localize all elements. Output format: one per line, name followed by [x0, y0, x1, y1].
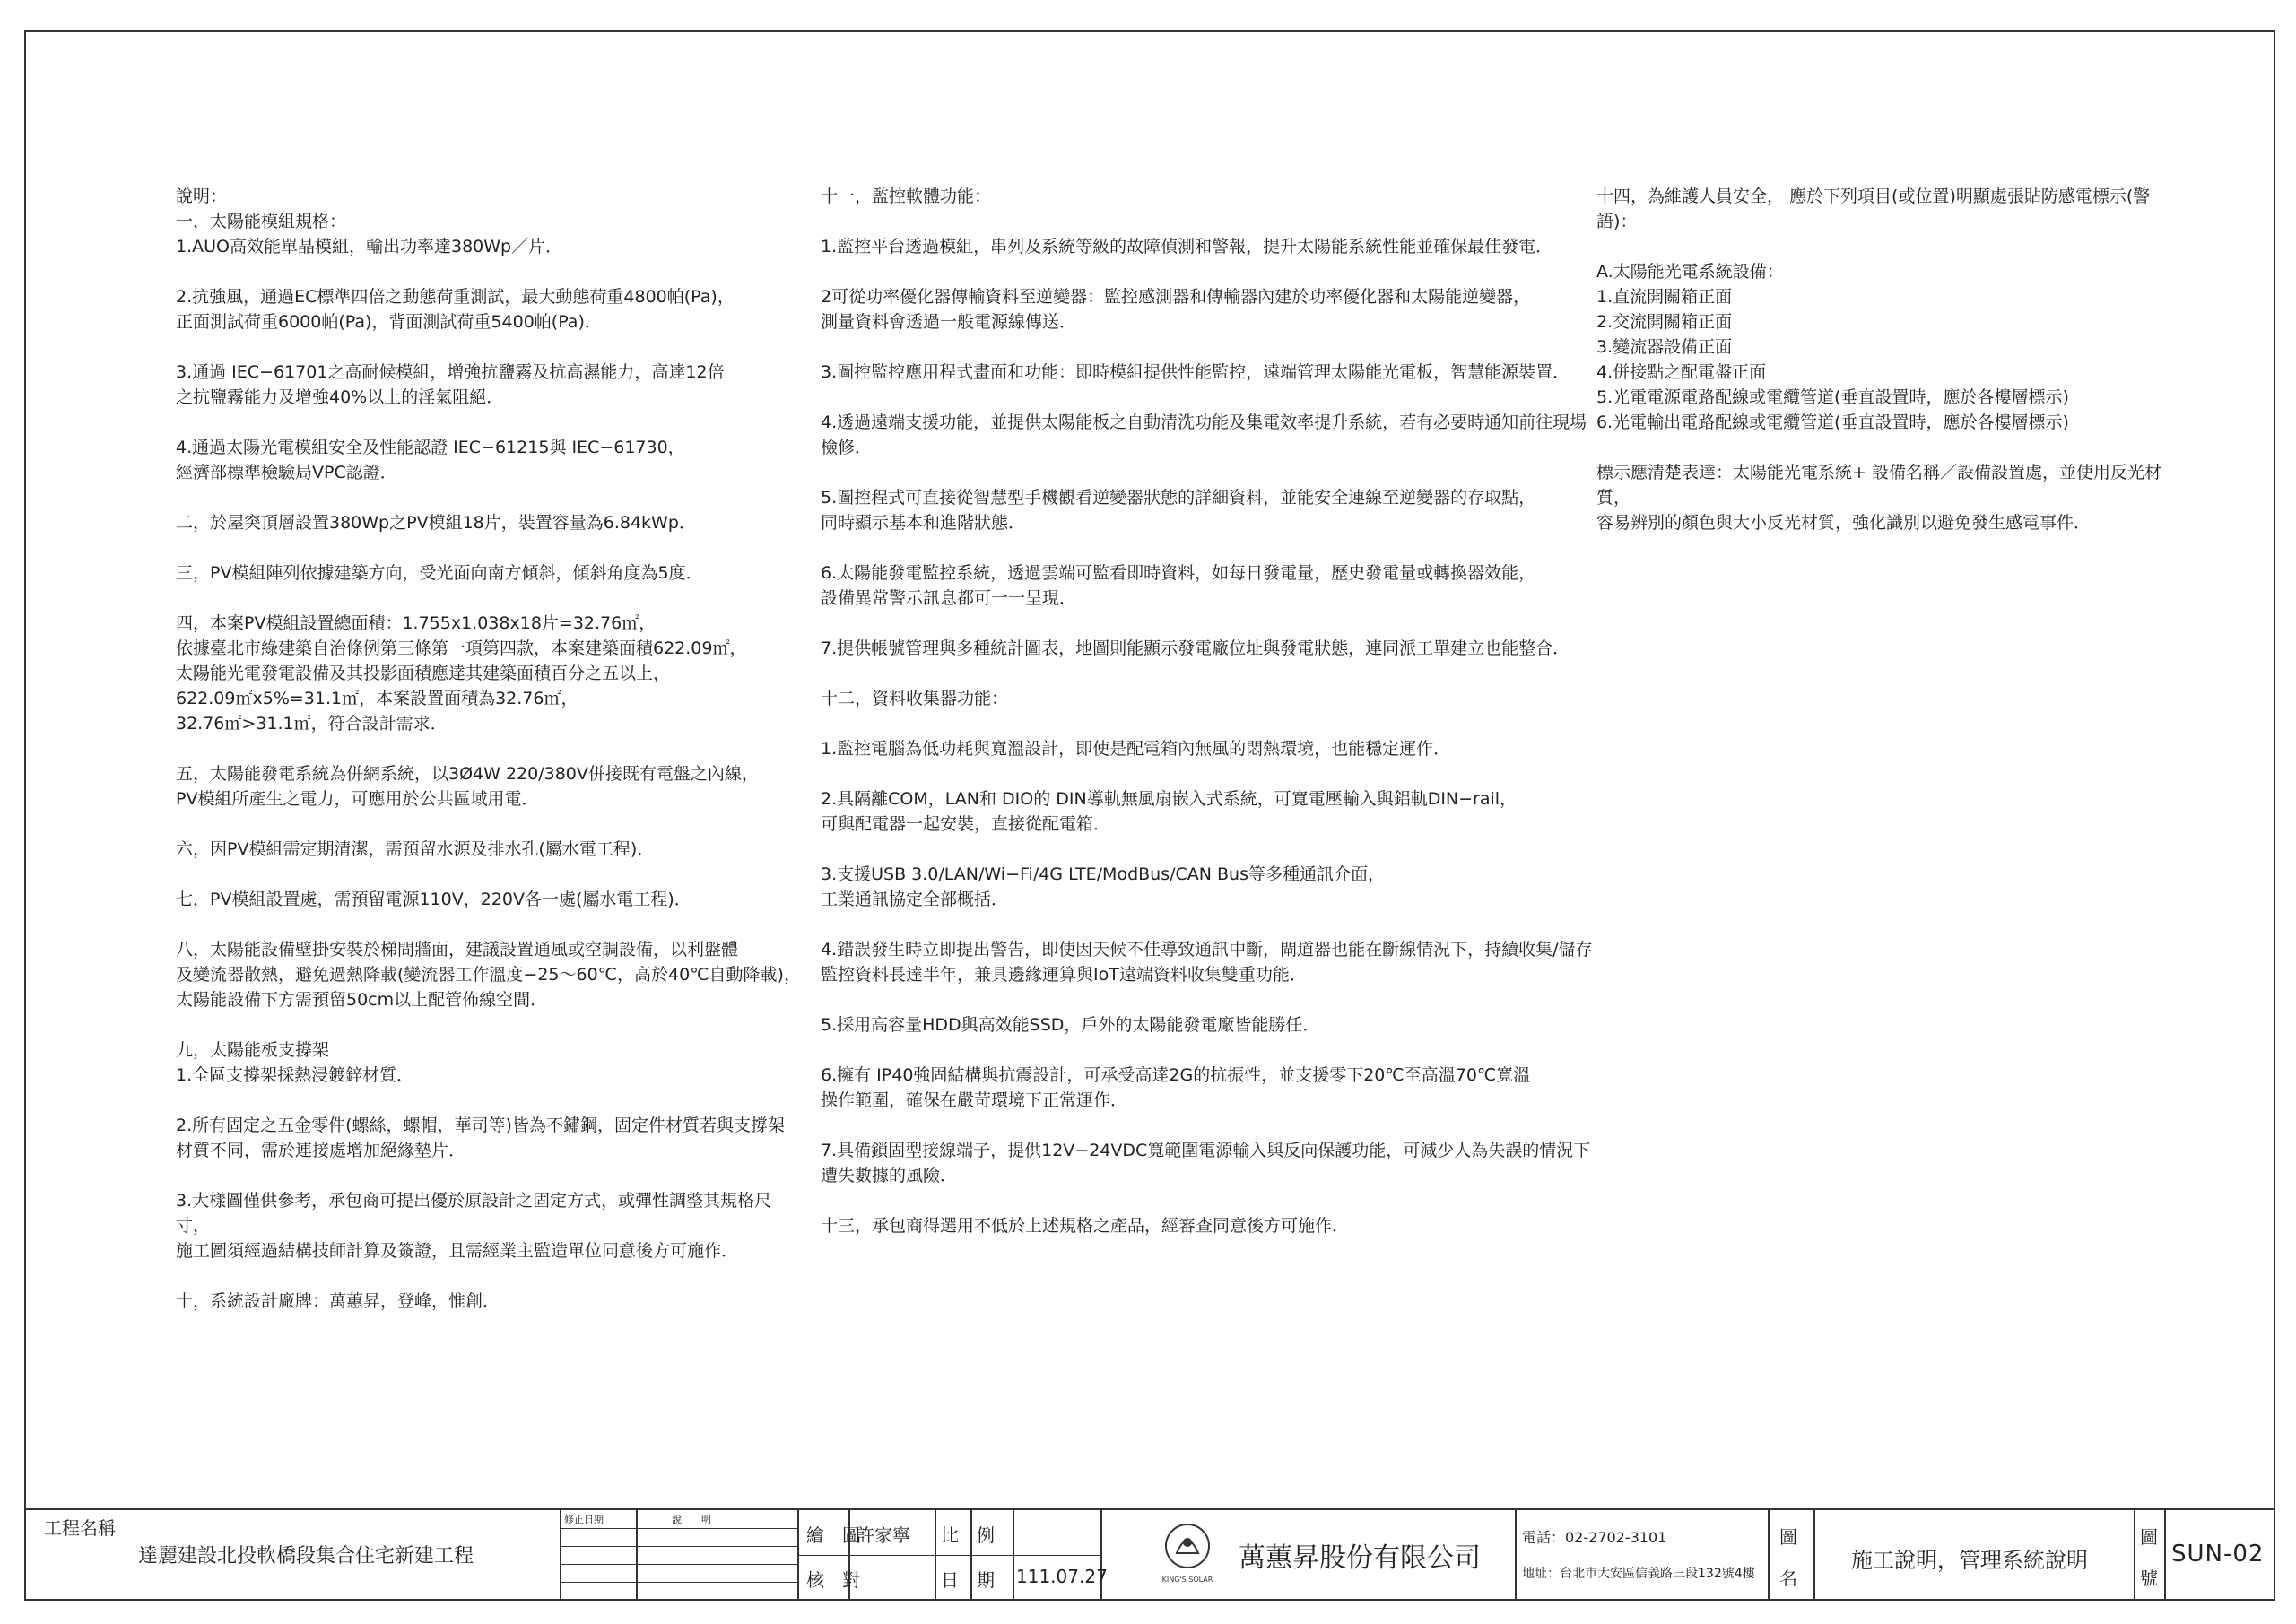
note-paragraph	[821, 686, 1601, 711]
note-line: 容易辨別的顏色與大小反光材質，強化識別以避免發生感電事件．	[1596, 513, 2092, 533]
note-paragraph	[821, 786, 1601, 837]
note-paragraph	[1596, 259, 2188, 435]
note-paragraph	[1596, 460, 2188, 535]
note-line: 測量資料會透過一般電源線傳送．	[821, 312, 1077, 332]
note-line: A.太陽能光電系統設備：	[1596, 262, 1784, 282]
note-paragraph	[176, 510, 804, 535]
note-line: 之抗鹽霧能力及增強40%以上的淫氣阻絕．	[176, 387, 504, 407]
note-line: 三，PV模組陣列依據建築方向，受光面向南方傾斜，傾斜角度為5度．	[176, 563, 703, 583]
note-paragraph	[821, 1063, 1601, 1113]
note-line: 操作範圍，確保在嚴苛環境下正常運作．	[821, 1090, 1128, 1110]
drawn-label: 繪 圖	[806, 1524, 860, 1546]
note-line: 十三，承包商得選用不低於上述規格之產品，經審查同意後方可施作．	[821, 1216, 1350, 1236]
note-paragraph	[821, 360, 1601, 385]
note-line: 十，系統設計廠牌：萬蕙昇，登峰，惟創．	[176, 1291, 500, 1311]
note-line: 太陽能設備下方需預留50cm以上配管佈線空間．	[176, 990, 548, 1010]
note-line: 3.大樣圖僅供參考，承包商可提出優於原設計之固定方式，或彈性調整其規格尺寸，	[176, 1191, 772, 1236]
note-paragraph	[176, 837, 804, 862]
note-line: 4.透過遠端支援功能，並提供太陽能板之自動清洗功能及集電效率提升系統，若有必要時通知前往現場檢修．	[821, 413, 1587, 457]
note-paragraph	[176, 1038, 804, 1088]
note-paragraph	[821, 560, 1601, 611]
note-line: 及變流器散熱，避免過熱降載(變流器工作溫度−25～60℃，高於40℃自動降載)，	[176, 965, 801, 985]
note-line: PV模組所產生之電力，可應用於公共區域用電．	[176, 789, 539, 809]
note-paragraph	[821, 184, 1601, 209]
note-paragraph	[176, 1188, 804, 1264]
notes-column-2	[821, 184, 1601, 1264]
note-line: 一，太陽能模組規格：	[176, 212, 347, 231]
date-label: 日 期	[941, 1569, 995, 1591]
check-label: 核 對	[806, 1569, 860, 1591]
note-paragraph	[821, 636, 1601, 661]
note-line: 3.變流器設備正面	[1596, 337, 1733, 357]
note-line: 4.通過太陽光電模組安全及性能認證 IEC−61215與 IEC−61730，	[176, 438, 685, 457]
note-line: 八，太陽能設備壁掛安裝於梯間牆面，建議設置通風或空調設備，以利盤體	[176, 940, 739, 960]
note-line: 2.具隔離COM，LAN和 DIO的 DIN導軌無風扇嵌入式系統，可寬電壓輸入與鋁軌DIN−rail，	[821, 789, 1518, 809]
note-line: 7.具備鎖固型接線端子，提供12V−24VDC寬範圍電源輸入與反向保護功能，可減少人為失誤的情況下	[821, 1141, 1591, 1160]
note-paragraph	[176, 184, 804, 259]
company-name: 萬蕙昇股份有限公司	[1239, 1542, 1481, 1574]
note-paragraph	[821, 937, 1601, 987]
drawing-name-label-2: 名	[1779, 1568, 1797, 1589]
note-paragraph	[176, 1113, 804, 1163]
note-line: 1.AUO高效能單晶模組，輸出功率達380Wp／片．	[176, 237, 563, 256]
note-line: 十二，資料收集器功能：	[821, 689, 1009, 708]
note-line: 六，因PV模組需定期清潔，需預留水源及排水孔(屬水電工程)．	[176, 839, 655, 859]
note-line: 3.圖控監控應用程式畫面和功能：即時模組提供性能監控，遠端管理太陽能光電板，智慧能源裝置．	[821, 362, 1570, 382]
note-paragraph	[176, 360, 804, 410]
note-line: 4.併接點之配電盤正面	[1596, 362, 1767, 382]
title-block	[26, 1508, 2274, 1601]
note-line: 二，於屋突頂層設置380Wp之PV模組18片，裝置容量為6.84kWp．	[176, 513, 696, 533]
note-line: 5.圖控程式可直接從智慧型手機觀看逆變器狀態的詳細資料，並能安全連線至逆變器的存取點，	[821, 488, 1536, 508]
note-line: 3.支援USB 3.0/LAN/Wi−Fi/4G LTE/ModBus/CAN Bus等多種通訊介面，	[821, 864, 1385, 884]
note-line: 可與配電器一起安裝，直接從配電箱．	[821, 814, 1111, 834]
note-line: 2.交流開關箱正面	[1596, 312, 1733, 332]
note-line: 太陽能光電發電設備及其投影面積應達其建築面積百分之五以上，	[176, 664, 671, 683]
revision-desc-label: 說 明	[672, 1514, 711, 1525]
note-paragraph	[176, 435, 804, 485]
company-address: 地址：台北市大安區信義路三段132號4樓	[1522, 1567, 1755, 1581]
note-paragraph	[176, 887, 804, 912]
note-line: 1.全區支撐架採熱浸鍍鋅材質．	[176, 1065, 414, 1085]
note-line: 說明：	[176, 187, 228, 206]
note-paragraph	[176, 560, 804, 586]
note-line: 依據臺北市綠建築自治條例第三條第一項第四款，本案建築面積622.09㎡，	[176, 638, 747, 658]
note-line: 6.太陽能發電監控系統，透過雲端可監看即時資料，如每日發電量，歷史發電量或轉換器效能，	[821, 563, 1536, 583]
note-line: 6.光電輸出電路配線或電纜管道(垂直設置時，應於各樓層標示)	[1596, 413, 2069, 432]
note-line: 九，太陽能板支撐架	[176, 1040, 330, 1060]
project-name: 達麗建設北投軟橋段集合住宅新建工程	[138, 1545, 474, 1568]
note-line: 5.光電電源電路配線或電纜管道(垂直設置時，應於各樓層標示)	[1596, 387, 2069, 407]
note-line: 五，太陽能發電系統為併網系統，以3Ø4W 220/380V併接既有電盤之內線，	[176, 764, 759, 784]
note-paragraph	[176, 284, 804, 334]
note-line: 設備異常警示訊息都可一一呈現．	[821, 588, 1077, 608]
note-paragraph	[176, 937, 804, 1012]
note-line: 經濟部標準檢驗局VPC認證．	[176, 463, 397, 482]
note-paragraph	[176, 611, 804, 736]
note-line: 材質不同，需於連接處增加絕緣墊片．	[176, 1141, 466, 1160]
note-line: 1.監控平台透過模組，串列及系統等級的故障偵測和警報，提升太陽能系統性能並確保最佳發電．	[821, 237, 1553, 256]
note-line: 四，本案PV模組設置總面積：1.755x1.038x18片=32.76㎡，	[176, 613, 657, 633]
note-line: 6.擁有 IP40強固結構與抗震設計，可承受高達2G的抗振性，並支援零下20℃至高溫70℃寬溫	[821, 1065, 1531, 1085]
scale-label: 比 例	[941, 1524, 995, 1546]
company-phone: 電話：02-2702-3101	[1522, 1529, 1667, 1546]
note-line: 1.直流開關箱正面	[1596, 287, 1733, 307]
note-line: 2.抗強風，通過EC標準四倍之動態荷重測試，最大動態荷重4800帕(Pa)，	[176, 287, 735, 307]
note-line: 32.76㎡>31.1㎡，符合設計需求．	[176, 714, 448, 734]
note-line: 十四，為維護人員安全， 應於下列項目(或位置)明顯處張貼防感電標示(警語)：	[1596, 187, 2151, 231]
note-paragraph	[821, 736, 1601, 761]
date-value: 111.07.27	[1016, 1566, 1108, 1587]
note-line: 遭失數據的風險．	[821, 1166, 958, 1185]
note-paragraph	[821, 1138, 1601, 1188]
notes-column-1	[176, 184, 804, 1339]
note-line: 1.監控電腦為低功耗與寬溫設計，即使是配電箱內無風的悶熱環境，也能穩定運作．	[821, 739, 1451, 759]
company-logo-icon	[1161, 1519, 1214, 1586]
note-line: 4.錯誤發生時立即提出警告，即使因天候不佳導致通訊中斷，閘道器也能在斷線情況下，持續收集/儲存	[821, 940, 1593, 960]
note-line: 同時顯示基本和進階狀態．	[821, 513, 1026, 533]
note-line: 施工圖須經過結構技師計算及簽證，且需經業主監造單位同意後方可施作．	[176, 1241, 739, 1261]
note-paragraph	[1596, 184, 2188, 234]
note-paragraph	[176, 761, 804, 812]
drawn-by: 許家寧	[857, 1524, 910, 1546]
revision-date-label: 修正日期	[564, 1514, 604, 1525]
notes-column-3	[1596, 184, 2188, 560]
note-line: 監控資料長達半年，兼具邊緣運算與IoT遠端資料收集雙重功能．	[821, 965, 1307, 985]
note-line: 7.提供帳號管理與多種統計圖表，地圖則能顯示發電廠位址與發電狀態，連同派工單建立也能整合．	[821, 638, 1570, 658]
note-paragraph	[821, 862, 1601, 912]
note-paragraph	[821, 410, 1601, 460]
note-line: 3.通過 IEC−61701之高耐候模組，增強抗鹽霧及抗高濕能力，高達12倍	[176, 362, 725, 382]
drawing-no-label-2: 號	[2140, 1568, 2158, 1589]
note-paragraph	[821, 234, 1601, 259]
note-paragraph	[821, 1213, 1601, 1238]
note-line: 2可從功率優化器傳輸資料至逆變器：監控感測器和傳輸器內建於功率優化器和太陽能逆變器，	[821, 287, 1531, 307]
note-line: 七，PV模組設置處，需預留電源110V，220V各一處(屬水電工程)．	[176, 890, 691, 909]
note-paragraph	[821, 485, 1601, 535]
note-line: 2.所有固定之五金零件(螺絲，螺帽，華司等)皆為不鏽鋼，固定件材質若與支撐架	[176, 1116, 785, 1135]
drawing-name: 施工說明，管理系統說明	[1851, 1548, 2088, 1573]
drawing-number: SUN-02	[2171, 1541, 2265, 1568]
note-paragraph	[821, 284, 1601, 334]
project-label: 工程名稱	[44, 1517, 116, 1539]
note-line: 622.09㎡x5%=31.1㎡，本案設置面積為32.76㎡，	[176, 689, 578, 708]
note-line: 5.採用高容量HDD與高效能SSD，戶外的太陽能發電廠皆能勝任．	[821, 1015, 1320, 1035]
drawing-no-label-1: 圖	[2140, 1526, 2158, 1548]
note-paragraph	[176, 1289, 804, 1314]
note-line: 工業通訊協定全部概括．	[821, 890, 1009, 909]
note-paragraph	[821, 1012, 1601, 1038]
logo-caption: KING'S SOLAR	[1161, 1576, 1213, 1584]
note-line: 標示應清楚表達：太陽能光電系統+ 設備名稱／設備設置處，並使用反光材質，	[1596, 463, 2161, 508]
note-line: 正面測試荷重6000帕(Pa)，背面測試荷重5400帕(Pa)．	[176, 312, 602, 332]
note-line: 十一，監控軟體功能：	[821, 187, 992, 206]
drawing-name-label-1: 圖	[1779, 1526, 1797, 1548]
